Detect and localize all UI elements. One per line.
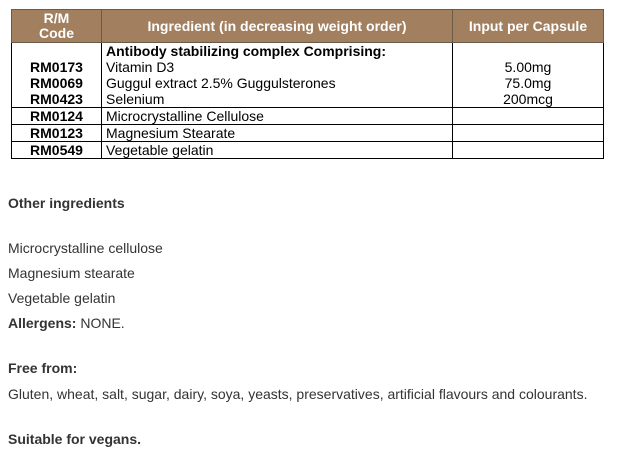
table-row: [12, 142, 604, 159]
header-code-line2: Code: [39, 25, 74, 41]
other-ingredient-item: Vegetable gelatin: [8, 290, 116, 306]
ingredient-name: Guggul extract 2.5% Guggulsterones: [102, 75, 453, 91]
header-input: Input per Capsule: [453, 10, 604, 43]
other-ingredient-item: Microcrystalline cellulose: [8, 240, 163, 256]
rm-code: RM0173: [12, 59, 102, 75]
table-row: [12, 75, 604, 91]
other-ingredients-heading: Other ingredients: [8, 195, 125, 211]
allergens-line: [8, 314, 125, 332]
rm-code: RM0069: [12, 75, 102, 91]
other-ingredient-item: Magnesium stearate: [8, 265, 135, 281]
ingredient-amount: 75.0mg: [453, 75, 604, 91]
allergens-value: NONE.: [76, 315, 125, 331]
free-from-text: Gluten, wheat, salt, sugar, dairy, soya, yeasts, preservatives, artificial flavours and colourants.: [8, 386, 588, 402]
ingredient-amount: [453, 142, 604, 159]
rm-code: RM0423: [12, 91, 102, 108]
rm-code: RM0124: [12, 108, 102, 125]
rm-code: RM0123: [12, 125, 102, 142]
ingredient-name: Vitamin D3: [102, 59, 453, 75]
vegan-note: Suitable for vegans.: [8, 431, 142, 447]
table-row: [12, 59, 604, 75]
ingredient-name: Magnesium Stearate: [102, 125, 453, 142]
table-row: [12, 108, 604, 125]
allergens-label: Allergens:: [8, 315, 77, 331]
table-row: [12, 125, 604, 142]
table-row-group-heading: [12, 43, 604, 60]
table-row: [12, 91, 604, 108]
ingredient-amount: 5.00mg: [453, 59, 604, 75]
group-code-cell: [12, 43, 102, 60]
header-code: [12, 10, 102, 43]
ingredient-name: Microcrystalline Cellulose: [102, 108, 453, 125]
ingredient-amount: 200mcg: [453, 91, 604, 108]
table-header-row: [12, 10, 604, 43]
ingredient-amount: [453, 125, 604, 142]
header-ingredient: Ingredient (in decreasing weight order): [102, 10, 453, 43]
ingredients-table: [11, 9, 604, 159]
group-heading: Antibody stabilizing complex Comprising:: [102, 43, 453, 60]
ingredient-name: Selenium: [102, 91, 453, 108]
ingredient-amount: [453, 108, 604, 125]
rm-code: RM0549: [12, 142, 102, 159]
free-from-heading: Free from:: [8, 360, 78, 376]
header-code-line1: R/M: [43, 10, 70, 26]
group-amount-cell: [453, 43, 604, 60]
ingredient-name: Vegetable gelatin: [102, 142, 453, 159]
